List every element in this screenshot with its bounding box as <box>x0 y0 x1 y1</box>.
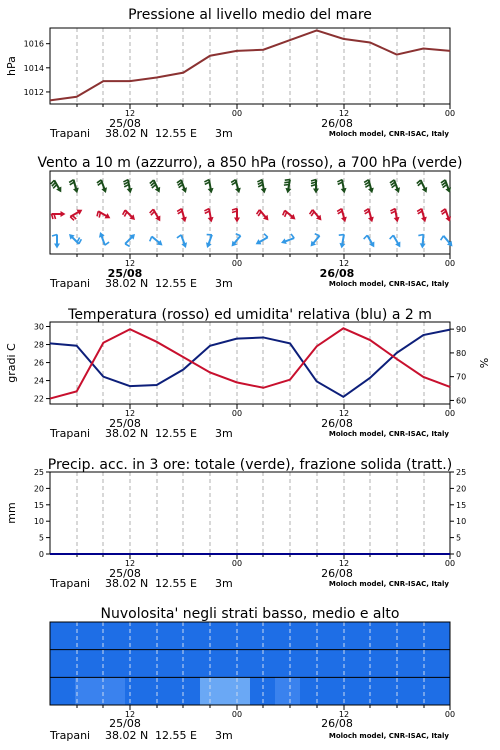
barb-feather <box>418 235 423 236</box>
x-tick-label: 00 <box>444 259 456 268</box>
barb-feather <box>285 212 287 217</box>
y-right-tick-label: 70 <box>456 372 467 382</box>
barb-head <box>61 211 66 217</box>
x-tick-label: 12 <box>124 259 136 268</box>
cloud-cell <box>75 650 101 678</box>
panel-3 <box>5 307 491 440</box>
cloud-cell <box>275 622 301 650</box>
date-label: 25/08 <box>109 567 141 580</box>
date-label: 26/08 <box>321 117 353 130</box>
cloud-cell <box>225 622 251 650</box>
x-tick-label: 12 <box>124 559 136 568</box>
y-tick-label: 24 <box>33 376 44 386</box>
x-tick-label: 12 <box>338 710 350 719</box>
barb-head <box>208 188 214 193</box>
barb-feather <box>264 234 268 238</box>
cloud-cell <box>425 677 451 705</box>
barb-feather <box>291 234 294 238</box>
y-tick-label: 1016 <box>23 39 44 49</box>
location-name: Trapani <box>50 729 91 742</box>
location-lat: 38.02 N <box>105 729 149 742</box>
barb-feather <box>339 235 344 236</box>
credit: Moloch model, CNR-ISAC, Italy <box>328 130 449 138</box>
plot-frame <box>50 472 450 554</box>
date-label: 25/08 <box>107 267 143 280</box>
panel-title: Temperatura (rosso) ed umidita' relativa (blu) a 2 m <box>68 307 432 323</box>
location-name: Trapani <box>50 127 91 140</box>
barb-head <box>368 188 374 194</box>
wind-barb <box>52 211 66 219</box>
cloud-cell <box>100 650 126 678</box>
y-right-tick-label: 25 <box>456 468 467 477</box>
wind-barb <box>99 232 109 245</box>
barb-feather <box>390 209 395 211</box>
cloud-cell <box>400 650 426 678</box>
y-tick-label: 15 <box>33 500 44 510</box>
cloud-cell <box>100 677 126 705</box>
credit: Moloch model, CNR-ISAC, Italy <box>328 732 449 740</box>
location-name: Trapani <box>50 427 91 440</box>
location-lat: 38.02 N <box>105 577 149 590</box>
y-tick-label: 5 <box>38 533 44 543</box>
wind-barb <box>337 209 347 223</box>
barb-feather <box>204 180 209 182</box>
wind-barb <box>51 180 62 192</box>
barb-head <box>234 218 240 223</box>
wind-barb <box>204 209 213 223</box>
barb-feather <box>236 234 241 236</box>
cloud-cell <box>350 622 376 650</box>
cloud-cell <box>400 677 426 705</box>
cloud-cell <box>125 677 151 705</box>
barb-head <box>368 217 374 223</box>
x-tick-label: 12 <box>124 109 136 118</box>
x-tick-label: 12 <box>338 559 350 568</box>
location-lon: 12.55 E <box>155 577 197 590</box>
barb-head <box>181 217 187 223</box>
x-tick-label: 00 <box>231 710 243 719</box>
cloud-cell <box>125 650 151 678</box>
cloud-cell <box>300 650 326 678</box>
wind-barb <box>97 180 107 193</box>
y-tick-label: 1014 <box>23 63 44 73</box>
wind-barb <box>364 209 374 223</box>
wind-barb <box>390 235 401 247</box>
credit: Moloch model, CNR-ISAC, Italy <box>328 280 449 288</box>
wind-barb <box>150 236 163 245</box>
wind-barb <box>364 235 375 247</box>
wind-barb <box>441 236 453 247</box>
wind-barb <box>231 180 241 194</box>
cloud-cell <box>200 622 226 650</box>
cloud-cell <box>275 677 301 705</box>
cloud-cell <box>75 677 101 705</box>
wind-barb <box>204 180 213 194</box>
barb-feather <box>441 236 444 240</box>
barb-feather <box>338 182 343 184</box>
wind-barb <box>281 234 294 244</box>
y-right-tick-label: 60 <box>456 396 467 406</box>
barb-feather <box>123 210 125 215</box>
location-lon: 12.55 E <box>155 127 197 140</box>
y-right-tick-label: 15 <box>456 500 467 510</box>
cloud-cell <box>350 650 376 678</box>
x-tick-label: 00 <box>231 109 243 118</box>
y-tick-label: 1012 <box>23 87 44 97</box>
location-lon: 12.55 E <box>155 427 197 440</box>
cloud-cell <box>150 677 176 705</box>
cloud-cell <box>350 677 376 705</box>
y-right-tick-label: 10 <box>456 517 467 527</box>
wind-barb <box>70 210 82 221</box>
y-axis-label: hPa <box>5 56 18 76</box>
cloud-cell <box>225 677 251 705</box>
wind-barb <box>311 180 319 194</box>
panel-title: Vento a 10 m (azzurro), a 850 hPa (rosso), a 700 hPa (verde) <box>37 155 463 171</box>
date-label: 26/08 <box>319 267 355 280</box>
location-alt: 3m <box>215 729 233 742</box>
barb-feather <box>99 213 100 218</box>
cloud-cell <box>400 622 426 650</box>
barb-head <box>73 188 79 194</box>
barb-feather <box>97 211 98 216</box>
panel-2 <box>37 155 462 290</box>
cloud-cell <box>425 650 451 678</box>
location-lat: 38.02 N <box>105 427 149 440</box>
wind-barb <box>123 210 135 220</box>
panel-5 <box>49 606 455 742</box>
y-right-tick-label: 5 <box>456 533 462 543</box>
y-tick-label: 26 <box>33 358 44 368</box>
wind-barb <box>177 235 187 248</box>
barb-feather <box>337 180 342 182</box>
wind-barb <box>69 234 81 244</box>
date-label: 25/08 <box>109 117 141 130</box>
cloud-cell <box>425 622 451 650</box>
barb-feather <box>79 239 81 244</box>
barb-feather <box>284 185 289 186</box>
panel-1 <box>5 7 455 140</box>
wind-barb <box>364 180 374 194</box>
y-tick-label: 28 <box>33 340 44 350</box>
plot-frame <box>50 171 450 254</box>
barb-feather <box>390 235 394 239</box>
y-axis-label: mm <box>5 502 18 524</box>
cloud-cell <box>100 622 126 650</box>
barb-feather <box>124 185 129 187</box>
barb-head <box>54 244 60 249</box>
barb-feather <box>315 234 320 236</box>
barb-feather <box>258 185 263 187</box>
wind-barb <box>97 211 110 218</box>
barb-head <box>313 189 319 194</box>
cloud-cell <box>50 677 76 705</box>
panel-title: Nuvolosita' negli strati basso, medio e alto <box>100 606 400 622</box>
barb-head <box>261 188 267 193</box>
date-label: 25/08 <box>109 717 141 730</box>
location-lat: 38.02 N <box>105 127 149 140</box>
plot-frame <box>50 322 450 404</box>
location-alt: 3m <box>215 577 233 590</box>
barb-feather <box>177 235 181 238</box>
y-tick-label: 20 <box>33 484 44 494</box>
barb-feather <box>150 236 152 241</box>
x-tick-label: 12 <box>338 109 350 118</box>
cloud-cell <box>150 622 176 650</box>
panel-4 <box>5 457 466 590</box>
x-tick-label: 00 <box>444 559 456 568</box>
cloud-cell <box>50 622 76 650</box>
date-label: 26/08 <box>321 567 353 580</box>
x-tick-label: 00 <box>444 710 456 719</box>
wind-barb <box>52 235 60 249</box>
cloud-cell <box>325 650 351 678</box>
y-right-tick-label: 90 <box>456 325 467 335</box>
wind-barb <box>123 180 132 194</box>
cloud-cell <box>50 650 76 678</box>
y-tick-label: 10 <box>33 517 44 527</box>
wind-barb <box>257 180 266 194</box>
barb-feather <box>284 182 289 183</box>
wind-barb <box>417 180 427 193</box>
x-tick-label: 12 <box>124 710 136 719</box>
pressure-line <box>50 30 450 100</box>
date-label: 25/08 <box>109 417 141 430</box>
barb-head <box>235 188 241 194</box>
cloud-cell <box>200 650 226 678</box>
barb-feather <box>205 182 210 184</box>
barb-feather <box>364 235 368 239</box>
wind-barb <box>177 180 187 193</box>
wind-barb <box>310 210 322 221</box>
barb-head <box>420 243 426 248</box>
cloud-cell <box>325 622 351 650</box>
barb-head <box>208 217 214 222</box>
barb-feather <box>391 211 396 213</box>
location-name: Trapani <box>50 577 91 590</box>
location-lon: 12.55 E <box>155 277 197 290</box>
y-tick-label: 25 <box>33 468 44 477</box>
barb-feather <box>205 211 210 213</box>
barb-feather <box>258 182 263 184</box>
panel-title: Pressione al livello medio del mare <box>128 7 372 23</box>
location-lon: 12.55 E <box>155 729 197 742</box>
credit: Moloch model, CNR-ISAC, Italy <box>328 580 449 588</box>
wind-barb <box>311 234 320 247</box>
barb-feather <box>123 180 128 182</box>
location-alt: 3m <box>215 427 233 440</box>
x-tick-label: 12 <box>338 409 350 418</box>
y-tick-label: 30 <box>33 322 44 332</box>
y-tick-label: 22 <box>33 394 44 404</box>
cloud-cell <box>300 622 326 650</box>
cloud-cell <box>175 650 201 678</box>
cloud-cell <box>175 677 201 705</box>
barb-feather <box>77 238 79 243</box>
cloud-cell <box>125 622 151 650</box>
x-tick-label: 00 <box>231 409 243 418</box>
barb-feather <box>204 209 209 211</box>
panel-title: Precip. acc. in 3 ore: totale (verde), frazione solida (tratt.) <box>47 457 453 473</box>
wind-barb <box>150 209 161 221</box>
wind-barb <box>150 180 160 193</box>
barb-feather <box>285 180 290 181</box>
barb-feather <box>257 180 262 182</box>
wind-barb <box>418 235 425 249</box>
location-name: Trapani <box>50 277 91 290</box>
barb-feather <box>124 182 129 184</box>
location-alt: 3m <box>215 277 233 290</box>
plot-frame <box>50 28 450 104</box>
cloud-cell <box>200 677 226 705</box>
y-right-tick-label: 20 <box>456 484 467 494</box>
barb-feather <box>125 244 130 246</box>
x-tick-label: 12 <box>338 259 350 268</box>
date-label: 26/08 <box>321 417 353 430</box>
cloud-cell <box>175 622 201 650</box>
y-axis-label: gradi C <box>5 343 18 383</box>
location-lat: 38.02 N <box>105 277 149 290</box>
x-tick-label: 00 <box>444 409 456 418</box>
barb-feather <box>105 242 109 245</box>
y-tick-label: 0 <box>38 550 44 559</box>
barb-feather <box>124 212 126 217</box>
cloud-cell <box>325 677 351 705</box>
location-alt: 3m <box>215 127 233 140</box>
y-right-tick-label: 0 <box>456 550 462 559</box>
x-tick-label: 12 <box>124 409 136 418</box>
wind-barb <box>206 235 212 248</box>
cloud-cell <box>275 650 301 678</box>
y-right-tick-label: 80 <box>456 348 467 358</box>
x-tick-label: 00 <box>231 259 243 268</box>
cloud-cell <box>75 622 101 650</box>
cloud-cell <box>300 677 326 705</box>
cloud-cell <box>150 650 176 678</box>
wind-barb <box>232 234 241 247</box>
x-tick-label: 00 <box>444 109 456 118</box>
credit: Moloch model, CNR-ISAC, Italy <box>328 430 449 438</box>
y-right-axis-label: % <box>478 357 491 369</box>
date-label: 26/08 <box>321 717 353 730</box>
wind-barb <box>177 209 187 223</box>
x-tick-label: 00 <box>231 559 243 568</box>
wind-barb <box>390 180 400 193</box>
wind-barb <box>417 209 427 223</box>
wind-barb <box>256 234 268 245</box>
wind-barb <box>390 209 399 223</box>
cloud-cell <box>225 650 251 678</box>
wind-barb <box>337 180 346 194</box>
barb-feather <box>283 210 285 215</box>
wind-barb <box>232 209 240 223</box>
wind-barb <box>283 210 296 219</box>
